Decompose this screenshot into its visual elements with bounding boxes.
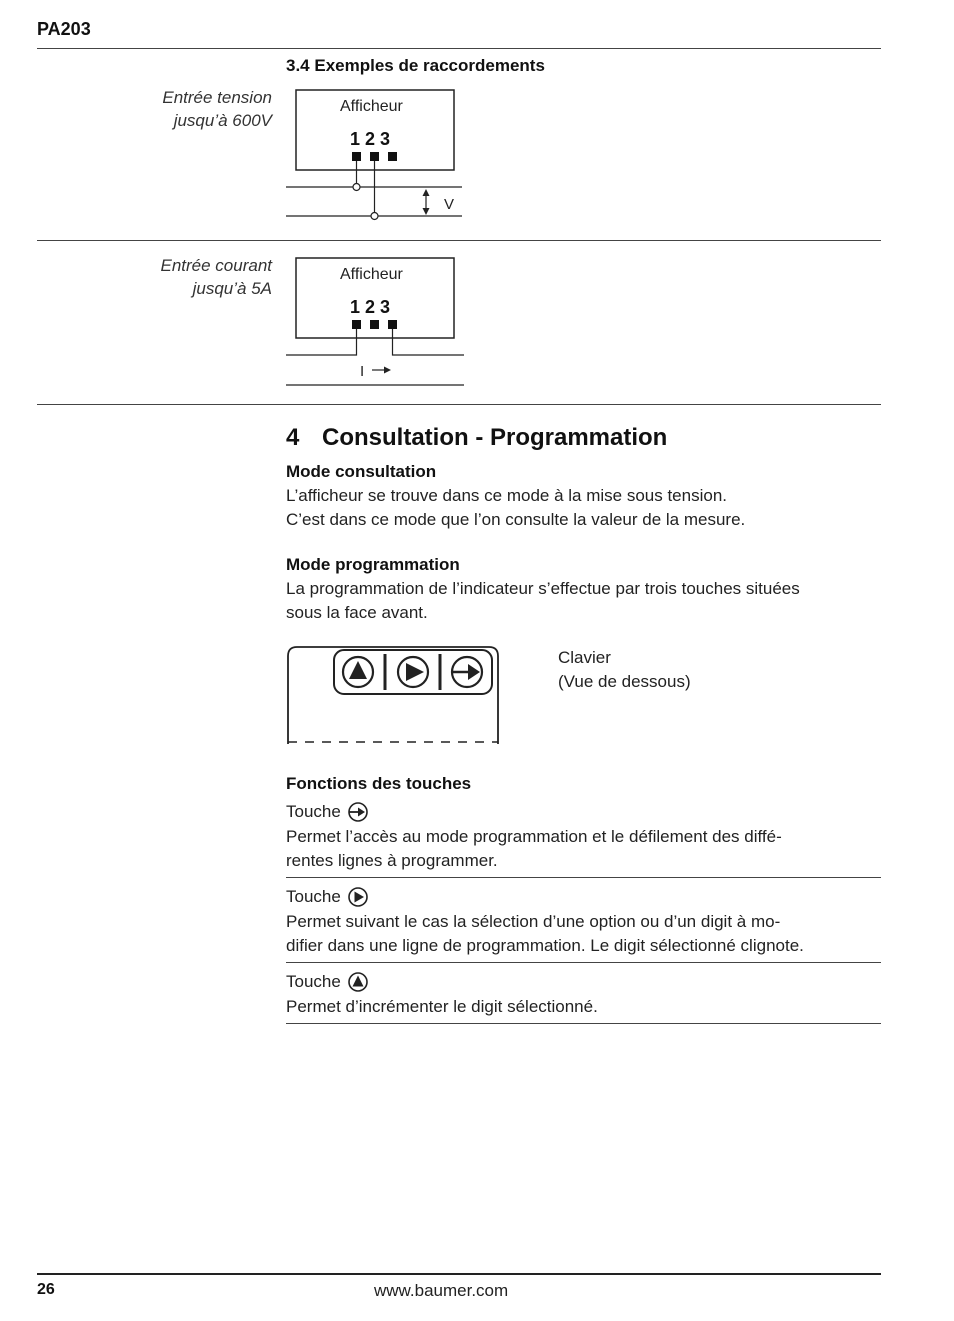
chapter-title — [286, 424, 667, 452]
section-title: 3.4 Exemples de raccordements — [286, 56, 545, 75]
keyboard-caption: Clavier (Vue de dessous) — [558, 648, 691, 691]
current-wiring-diagram — [284, 254, 469, 394]
terminal-1 — [352, 152, 361, 161]
key-function-up-text: Permet d’incrémenter le digit sélectionné. — [286, 997, 598, 1016]
terminal-2 — [370, 152, 379, 161]
mode-programmation-text: La programmation de l’indicateur s’effectue par trois touches situées sous la face avant. — [286, 579, 800, 622]
terminal-1 — [352, 320, 361, 329]
junction-lower — [371, 213, 378, 220]
right-key — [398, 657, 428, 687]
key-function-right-text: Permet suivant le cas la sélection d’une option ou d’un digit à mo- difier dans une ligne de programmation. Le digit sélectionné clignote. — [286, 912, 804, 955]
document-code: PA203 — [37, 19, 91, 39]
mode-consultation-heading: Mode consultation — [286, 462, 437, 481]
terminal-numbers: 1 2 3 — [350, 129, 391, 149]
enter-arrow-icon — [347, 801, 369, 823]
voltage-arrow-bottom — [423, 208, 430, 215]
up-triangle-icon — [347, 971, 369, 993]
current-label: I — [360, 363, 365, 380]
keyboard-diagram — [284, 644, 504, 748]
section-end-rule — [37, 404, 881, 405]
footer-url: www.baumer.com — [374, 1281, 509, 1300]
key-function-divider — [286, 1023, 881, 1024]
chapter-number: 4 — [286, 424, 300, 451]
up-key — [343, 657, 373, 687]
display-box-label: Afficheur — [340, 266, 403, 283]
current-arrow-head — [384, 367, 391, 374]
key-function-enter-text: Permet l’accès au mode programmation et le défilement des diffé- rentes lignes à programmer. — [286, 827, 782, 870]
chapter-title-text: Consultation - Programmation — [322, 424, 668, 451]
mode-consultation-text: L’afficheur se trouve dans ce mode à la mise sous tension. C’est dans ce mode que l’on consulte la valeur de la mesure. — [286, 486, 746, 529]
display-box-label: Afficheur — [340, 98, 403, 115]
voltage-label: V — [444, 196, 455, 213]
key-function-up-label: Touche — [286, 971, 369, 993]
mode-programmation-heading: Mode programmation — [286, 555, 460, 574]
enter-key — [452, 657, 482, 687]
key-function-divider — [286, 962, 881, 963]
terminal-2 — [370, 320, 379, 329]
voltage-input-label: Entrée tension jusqu’à 600V — [162, 88, 272, 130]
key-function-enter-label: Touche — [286, 801, 369, 823]
junction-upper — [353, 184, 360, 191]
keyboard-housing — [288, 647, 498, 744]
separator-rule — [37, 240, 881, 241]
terminal-numbers: 1 2 3 — [350, 297, 391, 317]
terminal-3 — [388, 320, 397, 329]
voltage-arrow-top — [423, 189, 430, 196]
current-input-label: Entrée courant jusqu’à 5A — [160, 256, 272, 298]
page-number: 26 — [37, 1281, 55, 1298]
key-functions-heading: Fonctions des touches — [286, 774, 472, 793]
terminal-3 — [388, 152, 397, 161]
voltage-wiring-diagram — [284, 86, 469, 226]
key-function-right-label: Touche — [286, 886, 369, 908]
footer-rule — [37, 1273, 881, 1275]
header-rule — [37, 48, 881, 49]
right-triangle-icon — [347, 886, 369, 908]
key-function-divider — [286, 877, 881, 878]
